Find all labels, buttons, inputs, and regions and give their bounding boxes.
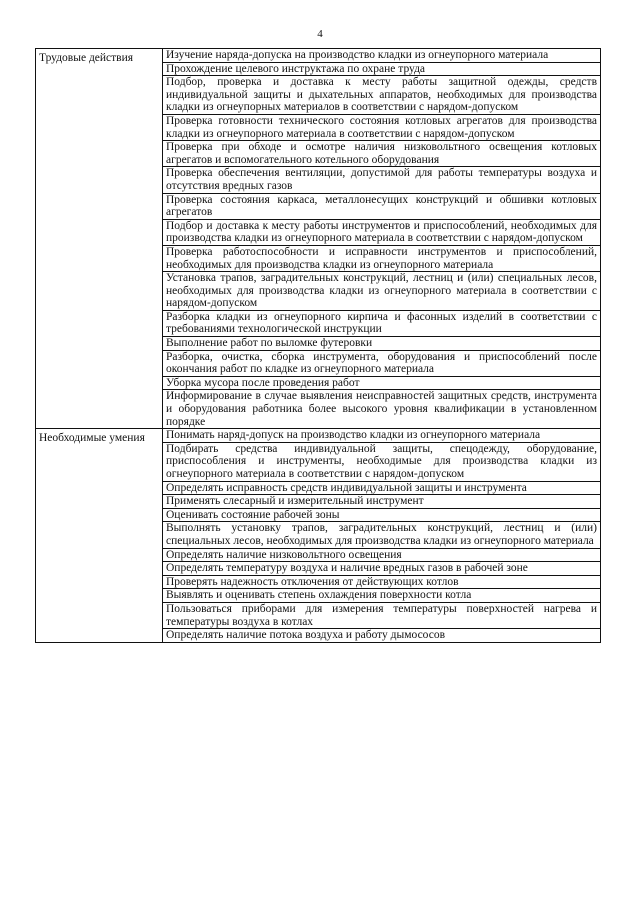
- list-item: Проверка работоспособности и исправности инструментов и приспособлений, необходимых для производства кладки из огнеупорного материала: [163, 245, 600, 271]
- list-item: Подбор, проверка и доставка к месту работы защитной одежды, средств индивидуальной защиты и дыхательных аппаратов, необходимых для производства кладки из огнеупорных материалов в соответствии с нарядом-допуском: [163, 75, 600, 114]
- list-item: Выполнение работ по выломке футеровки: [163, 336, 600, 350]
- list-item: Определять исправность средств индивидуальной защиты и инструмента: [163, 481, 600, 495]
- list-item: Определять температуру воздуха и наличие вредных газов в рабочей зоне: [163, 561, 600, 575]
- list-item: Выполнять установку трапов, заградительных конструкций, лестниц и (или) специальных лесов, необходимых для производства кладки из огнеупорного материала: [163, 521, 600, 547]
- job-spec-table: [35, 48, 601, 643]
- list-item: Пользоваться приборами для измерения температуры поверхностей нагрева и температуры воздуха в котлах: [163, 602, 600, 628]
- list-item: Прохождение целевого инструктажа по охране труда: [163, 62, 600, 76]
- list-item: Разборка, очистка, сборка инструмента, оборудования и приспособлений после окончания работ по кладке из огнеупорного материала: [163, 350, 600, 376]
- list-item: Оценивать состояние рабочей зоны: [163, 508, 600, 522]
- list-item: Подбирать средства индивидуальной защиты, спецодежду, оборудование, приспособления и инструменты, необходимые для производства кладки из огнеупорного материала в соответствии с нарядом-допуском: [163, 442, 600, 481]
- list-item: Информирование в случае выявления неисправностей защитных средств, инструмента и оборудования работника более высокого уровня квалификации в установленном порядке: [163, 389, 600, 428]
- list-item: Определять наличие низковольтного освещения: [163, 548, 600, 562]
- table-row: [36, 49, 601, 429]
- section-items: [163, 49, 601, 429]
- list-item: Разборка кладки из огнеупорного кирпича и фасонных изделий в соответствии с требованиями технологической инструкции: [163, 310, 600, 336]
- section-items: [163, 429, 601, 643]
- list-item: Проверять надежность отключения от действующих котлов: [163, 575, 600, 589]
- page-number: 4: [317, 28, 323, 40]
- list-item: Проверка обеспечения вентиляции, допустимой для работы температуры воздуха и отсутствия вредных газов: [163, 166, 600, 192]
- list-item: Выявлять и оценивать степень охлаждения поверхности котла: [163, 588, 600, 602]
- list-item: Установка трапов, заградительных конструкций, лестниц и (или) специальных лесов, необходимых для производства кладки из огнеупорного материала в соответствии с нарядом-допуском: [163, 271, 600, 310]
- list-item: Уборка мусора после проведения работ: [163, 376, 600, 390]
- list-item: Применять слесарный и измерительный инструмент: [163, 494, 600, 508]
- table-row: [36, 429, 601, 643]
- list-item: Проверка состояния каркаса, металлонесущих конструкций и обшивки котловых агрегатов: [163, 193, 600, 219]
- list-item: Определять наличие потока воздуха и работу дымососов: [163, 628, 600, 642]
- list-item: Понимать наряд-допуск на производство кладки из огнеупорного материала: [166, 429, 541, 442]
- list-item: Проверка при обходе и осмотре наличия низковольтного освещения котловых агрегатов и вспомогательного котельного оборудования: [163, 140, 600, 166]
- section-label: Трудовые действия: [36, 49, 163, 429]
- section-label: Необходимые умения: [36, 429, 163, 643]
- list-item: Изучение наряда-допуска на производство кладки из огнеупорного материала: [166, 49, 549, 61]
- list-item: Подбор и доставка к месту работы инструментов и приспособлений, необходимых для производства кладки из огнеупорного материала в соответствии с нарядом-допуском: [163, 219, 600, 245]
- list-item: Проверка готовности технического состояния котловых агрегатов для производства кладки из огнеупорного материала в соответствии с нарядом-допуском: [163, 114, 600, 140]
